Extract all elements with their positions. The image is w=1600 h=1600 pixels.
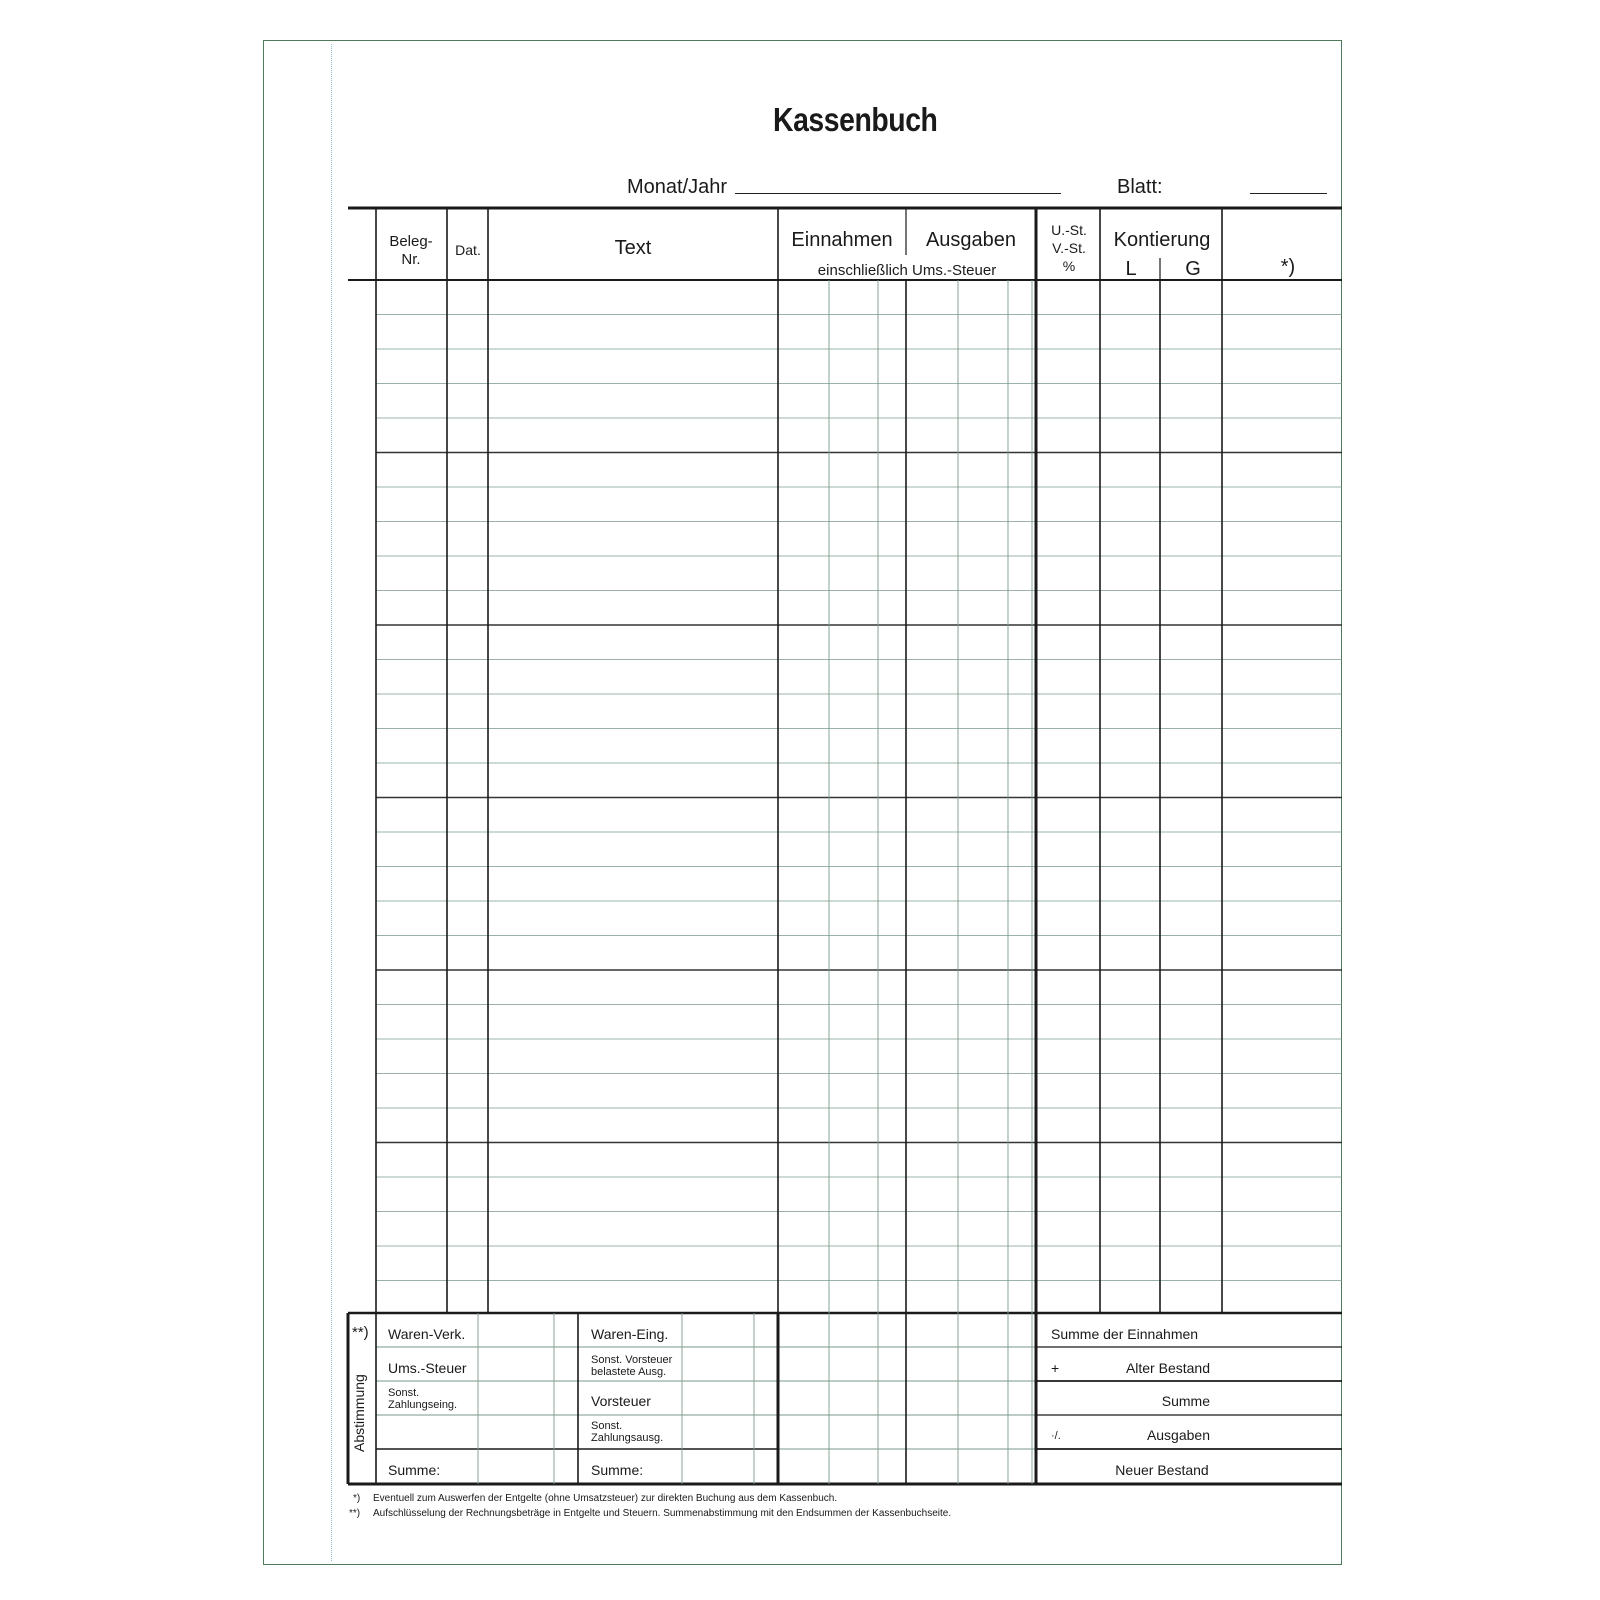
col-ust-label-1: U.-St. — [1051, 222, 1087, 238]
col-beleg-label-1: Beleg- — [389, 233, 433, 250]
abstimmung-label: Abstimmung — [351, 1374, 367, 1452]
col-kontierung-label: Kontierung — [1113, 229, 1211, 251]
monat-jahr-label: Monat/Jahr — [627, 176, 728, 198]
plus-sign: + — [1051, 1360, 1060, 1376]
col-ust-label-2: V.-St. — [1052, 240, 1086, 256]
col-einnahmen-label: Einnahmen — [791, 229, 893, 251]
sonst-zahlungsausg-label-2: Zahlungsausg. — [591, 1432, 664, 1444]
sonst-vorsteuer-label-1: Sonst. Vorsteuer — [591, 1354, 673, 1366]
summe-right-label: Summe: — [591, 1462, 644, 1478]
ausgaben-summary-label: Ausgaben — [1146, 1427, 1210, 1443]
blatt-label: Blatt: — [1117, 176, 1163, 198]
vorsteuer-label: Vorsteuer — [591, 1393, 651, 1409]
col-dat-label: Dat. — [455, 242, 481, 258]
col-beleg-label-2: Nr. — [401, 251, 421, 268]
alter-bestand-label: Alter Bestand — [1125, 1360, 1210, 1376]
footnote-1-mark: *) — [353, 1493, 361, 1504]
sonst-vorsteuer-label-2: belastete Ausg. — [591, 1366, 667, 1378]
page-title: Kassenbuch — [773, 101, 938, 138]
summe-left-label: Summe: — [388, 1462, 441, 1478]
waren-verk-label: Waren-Verk. — [388, 1326, 466, 1342]
waren-eing-label: Waren-Eing. — [591, 1326, 669, 1342]
summe-label: Summe — [1161, 1393, 1210, 1409]
ums-steuer-label: Ums.-Steuer — [388, 1360, 467, 1376]
abstimmung-marker: **) — [352, 1324, 369, 1341]
col-kont-l-label: L — [1125, 258, 1137, 280]
col-einschl-label: einschließlich Ums.-Steuer — [817, 262, 997, 279]
col-text-label: Text — [614, 237, 652, 259]
col-ust-label-3: % — [1062, 258, 1076, 274]
footnote-1-text: Eventuell zum Auswerfen der Entgelte (ohne Umsatzsteuer) zur direkten Buchung aus dem Kassenbuch. — [373, 1493, 838, 1504]
col-ausgaben-label: Ausgaben — [925, 229, 1017, 251]
sonst-zahlungseing-label-2: Zahlungseing. — [388, 1399, 458, 1411]
minus-sign: ·/. — [1051, 1430, 1061, 1442]
summe-einnahmen-label: Summe der Einnahmen — [1051, 1326, 1199, 1342]
sonst-zahlungsausg-label-1: Sonst. — [591, 1420, 623, 1432]
footnote-2-text: Aufschlüsselung der Rechnungsbeträge in Entgelte und Steuern. Summenabstimmung mit den Endsummen der Kassenbuchseite. — [373, 1508, 952, 1519]
footnote-2-mark: **) — [349, 1508, 361, 1519]
sonst-zahlungseing-label-1: Sonst. — [388, 1387, 420, 1399]
col-kont-g-label: G — [1185, 258, 1201, 280]
neuer-bestand-label: Neuer Bestand — [1115, 1462, 1209, 1478]
col-star-label: *) — [1280, 256, 1296, 278]
